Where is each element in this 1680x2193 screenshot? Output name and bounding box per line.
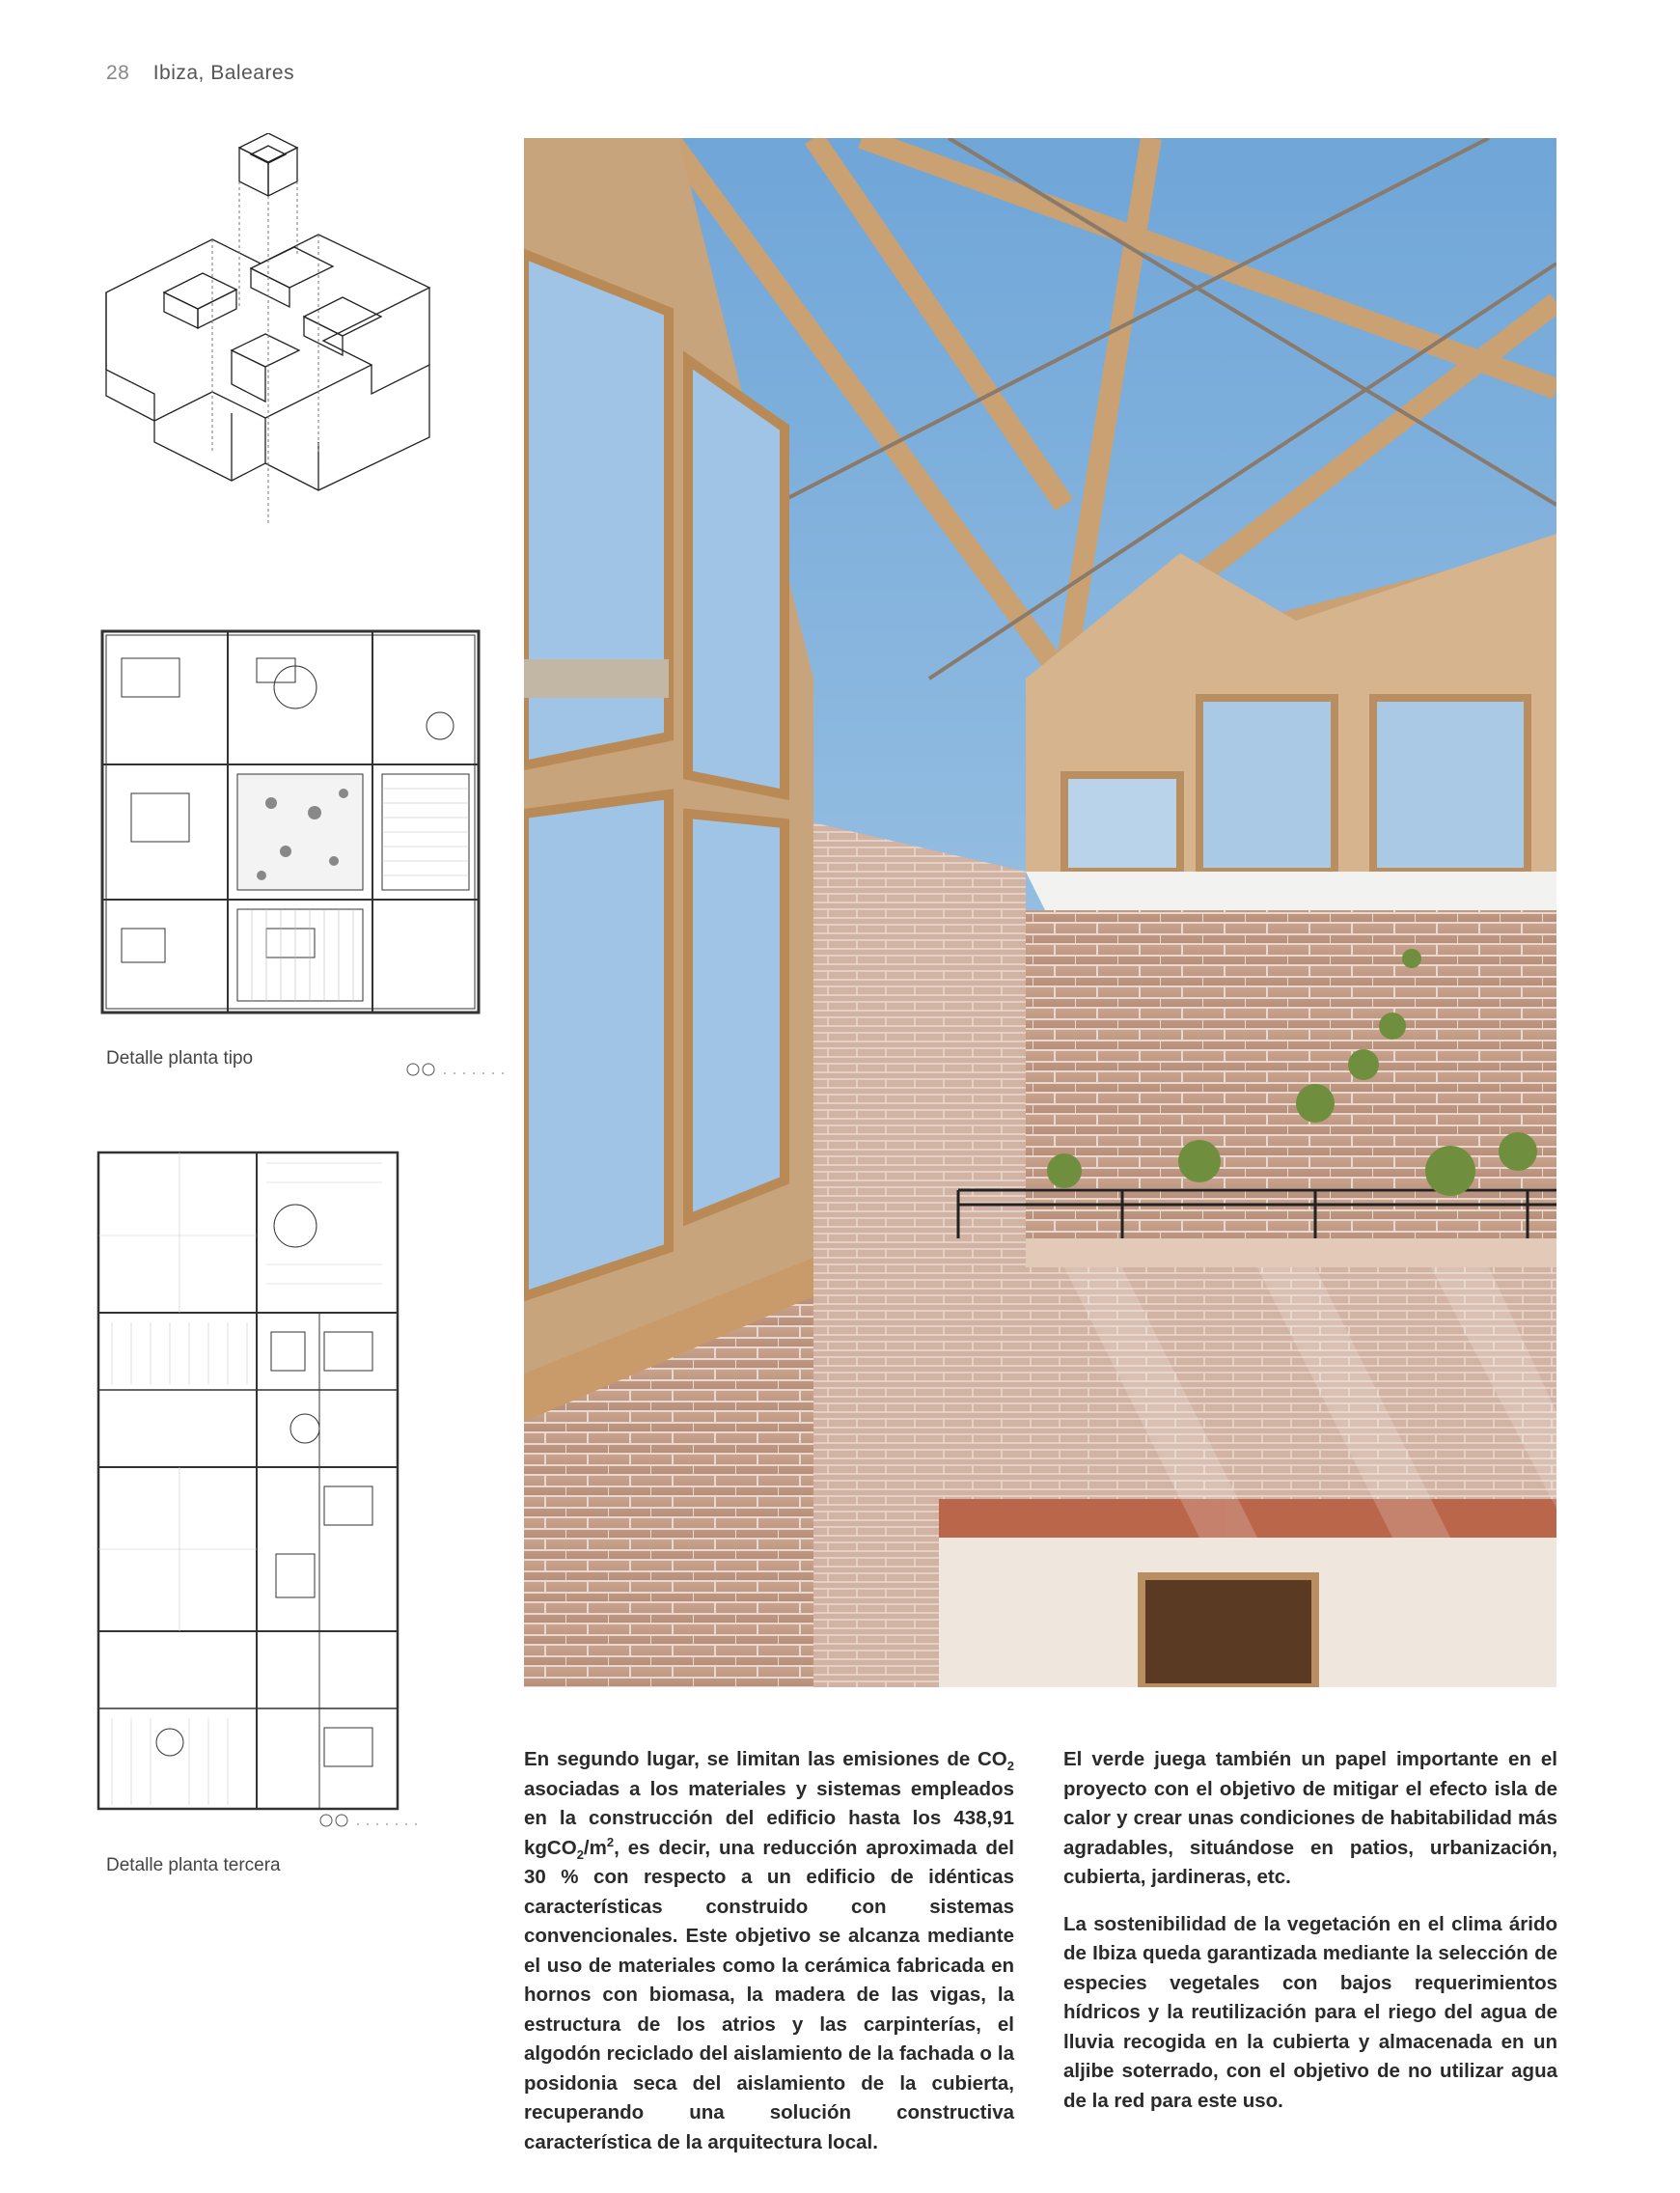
interior-atrium-photo	[524, 138, 1556, 1687]
text-run: , es decir, una reducción aproximada del 30 % con respecto a un edificio de idénticas características construido con sistemas convencionales. Este objetivo se alcanza mediante el uso de materiales como la cerámica fabricada en hornos con biomasa, la madera de las vigas, la estructura de los atrios y las carpinterías, el algodón reciclado del aislamiento de la fachada o la posidonia seca del aislamiento de la cubierta, recuperando una solución constructiva característica de la arquitectura local.	[524, 1836, 1014, 2153]
paragraph-emissions	[524, 1745, 1014, 2157]
axonometric-drawing	[96, 133, 473, 539]
caption-plan-typical: Detalle planta tipo	[106, 1048, 254, 1069]
subscript: 2	[1006, 1759, 1014, 1774]
text-run: asociadas a los materiales y sistemas empleados en la construcción del edificio hasta los 438,91 kgCO	[524, 1777, 1014, 1859]
header-location: Ibiza, Baleares	[152, 62, 295, 84]
paragraph-vegetation: La sostenibilidad de la vegetación en el clima árido de Ibiza queda garantizada mediante la selección de especies vegetales con bajos requerimientos hídricos y la reutilización para el riego del agua de lluvia recogida en la cubierta y almacenada en un aljibe soterrado, con el objetivo de no utilizar agua de la red para este uso.	[1063, 1912, 1557, 2112]
floor-plan-typical	[93, 620, 488, 1025]
caption-plan-third: Detalle planta tercera	[106, 1855, 281, 1875]
body-column-left	[524, 1745, 1014, 2175]
north-arrow-scale-icon	[405, 1058, 511, 1081]
page-header	[106, 62, 294, 85]
paragraph-green: El verde juega también un papel importante en el proyecto con el objetivo de mitigar el efecto isla de calor y crear unas condiciones de habitabilidad más agradables, situándose en patios, urbanización, cubierta, jardineras, etc.	[1063, 1748, 1557, 1888]
text-run: /m	[583, 1836, 607, 1859]
north-arrow-scale-icon	[318, 1809, 425, 1832]
subscript: 2	[576, 1846, 584, 1862]
floor-plan-third	[93, 1149, 440, 1819]
text-run: En segundo lugar, se limitan las emisiones de CO	[524, 1748, 1007, 1770]
body-column-right	[1063, 1745, 1557, 2133]
page-number: 28	[106, 62, 130, 84]
superscript: 2	[606, 1834, 615, 1849]
